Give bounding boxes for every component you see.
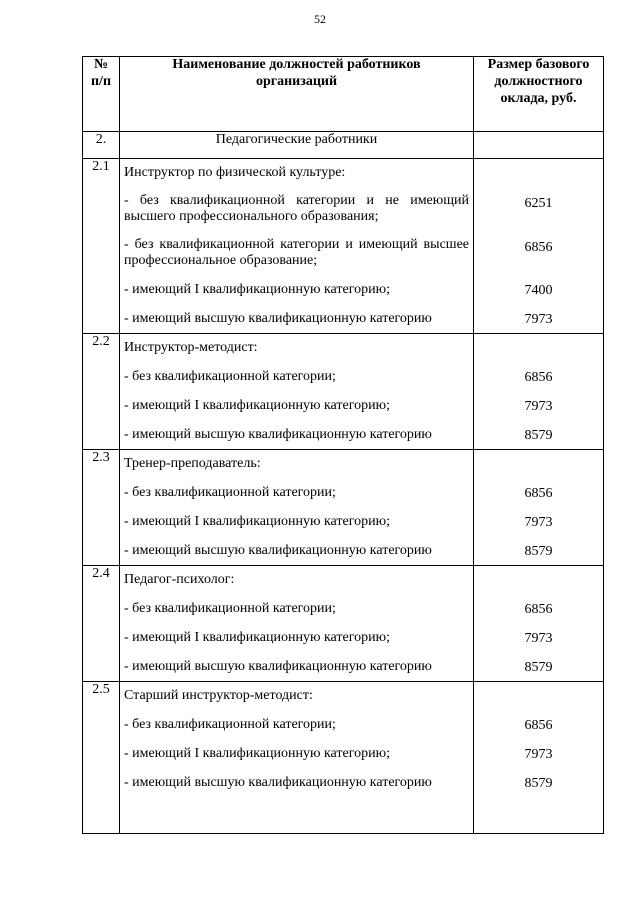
position-category: - без квалификационной категории; bbox=[124, 600, 336, 616]
position-category: - имеющий высшую квалификационную категорию bbox=[124, 542, 432, 558]
position-category: - имеющий I квалификационную категорию; bbox=[124, 281, 390, 297]
table-row bbox=[83, 334, 604, 450]
group-positions bbox=[120, 334, 474, 450]
header-position-name: Наименование должностей работников организаций bbox=[120, 57, 474, 132]
salary-value: 8579 bbox=[524, 428, 553, 443]
position-category: - имеющий I квалификационную категорию; bbox=[124, 745, 390, 761]
header-number: № п/п bbox=[83, 57, 120, 132]
table-header-row bbox=[83, 57, 604, 132]
salary-value: 6856 bbox=[524, 370, 553, 385]
salary-value: 7973 bbox=[524, 312, 553, 327]
section-number: 2. bbox=[83, 132, 120, 159]
group-number: 2.3 bbox=[83, 450, 120, 566]
position-category: - без квалификационной категории; bbox=[124, 484, 336, 500]
table-row bbox=[83, 682, 604, 834]
list-item bbox=[124, 733, 469, 762]
salary-value: 8579 bbox=[524, 776, 553, 791]
group-salaries bbox=[474, 566, 604, 682]
page-number: 52 bbox=[314, 12, 326, 26]
list-item bbox=[124, 501, 469, 530]
group-salaries bbox=[474, 450, 604, 566]
section-title: Педагогические работники bbox=[120, 132, 474, 159]
position-category: - без квалификационной категории и не имеющий высшего профессионального образования; bbox=[124, 192, 469, 224]
list-item bbox=[124, 646, 469, 675]
list-item bbox=[124, 225, 469, 269]
position-category: - имеющий высшую квалификационную категорию bbox=[124, 658, 432, 674]
position-title: Старший инструктор-методист: bbox=[124, 688, 313, 703]
list-item bbox=[124, 588, 469, 617]
salary-value: 7973 bbox=[524, 399, 553, 414]
position-category: - без квалификационной категории; bbox=[124, 716, 336, 732]
salary-value: 7973 bbox=[524, 515, 553, 530]
list-item bbox=[124, 385, 469, 414]
group-positions bbox=[120, 566, 474, 682]
position-category: - имеющий I квалификационную категорию; bbox=[124, 397, 390, 413]
salary-value: 7973 bbox=[524, 631, 553, 646]
position-title: Инструктор по физической культуре: bbox=[124, 165, 346, 180]
salary-value: 8579 bbox=[524, 544, 553, 559]
position-category: - имеющий высшую квалификационную категорию bbox=[124, 310, 432, 326]
position-category: - без квалификационной категории и имеющий высшее профессиональное образование; bbox=[124, 236, 469, 268]
position-category: - имеющий высшую квалификационную категорию bbox=[124, 426, 432, 442]
group-salaries bbox=[474, 334, 604, 450]
table-row bbox=[83, 450, 604, 566]
group-positions bbox=[120, 682, 474, 834]
table-row bbox=[83, 159, 604, 334]
salary-value: 7400 bbox=[524, 283, 553, 298]
list-item bbox=[124, 530, 469, 559]
salary-value: 6856 bbox=[524, 486, 553, 501]
position-title: Тренер-преподаватель: bbox=[124, 456, 261, 471]
header-salary: Размер базового должностного оклада, руб. bbox=[474, 57, 604, 132]
list-item bbox=[124, 617, 469, 646]
list-item bbox=[124, 298, 469, 327]
list-item bbox=[124, 704, 469, 733]
list-item bbox=[124, 356, 469, 385]
list-item bbox=[124, 414, 469, 443]
salary-value: 6856 bbox=[524, 602, 553, 617]
group-positions bbox=[120, 159, 474, 334]
salary-value: 8579 bbox=[524, 660, 553, 675]
position-title: Инструктор-методист: bbox=[124, 340, 258, 355]
salary-table bbox=[82, 56, 604, 834]
salary-value: 7973 bbox=[524, 747, 553, 762]
list-item bbox=[124, 269, 469, 298]
table-row bbox=[83, 566, 604, 682]
salary-value: 6856 bbox=[524, 240, 553, 255]
group-number: 2.5 bbox=[83, 682, 120, 834]
group-number: 2.2 bbox=[83, 334, 120, 450]
position-category: - имеющий высшую квалификационную категорию bbox=[124, 774, 432, 790]
list-item bbox=[124, 181, 469, 225]
group-number: 2.4 bbox=[83, 566, 120, 682]
group-salaries bbox=[474, 159, 604, 334]
group-salaries bbox=[474, 682, 604, 834]
group-number: 2.1 bbox=[83, 159, 120, 334]
salary-value: 6856 bbox=[524, 718, 553, 733]
group-positions bbox=[120, 450, 474, 566]
list-item bbox=[124, 472, 469, 501]
section-salary-empty bbox=[474, 132, 604, 159]
list-item bbox=[124, 762, 469, 791]
position-category: - имеющий I квалификационную категорию; bbox=[124, 629, 390, 645]
position-category: - имеющий I квалификационную категорию; bbox=[124, 513, 390, 529]
section-row bbox=[83, 132, 604, 159]
salary-value: 6251 bbox=[524, 196, 553, 211]
position-title: Педагог-психолог: bbox=[124, 572, 235, 587]
position-category: - без квалификационной категории; bbox=[124, 368, 336, 384]
